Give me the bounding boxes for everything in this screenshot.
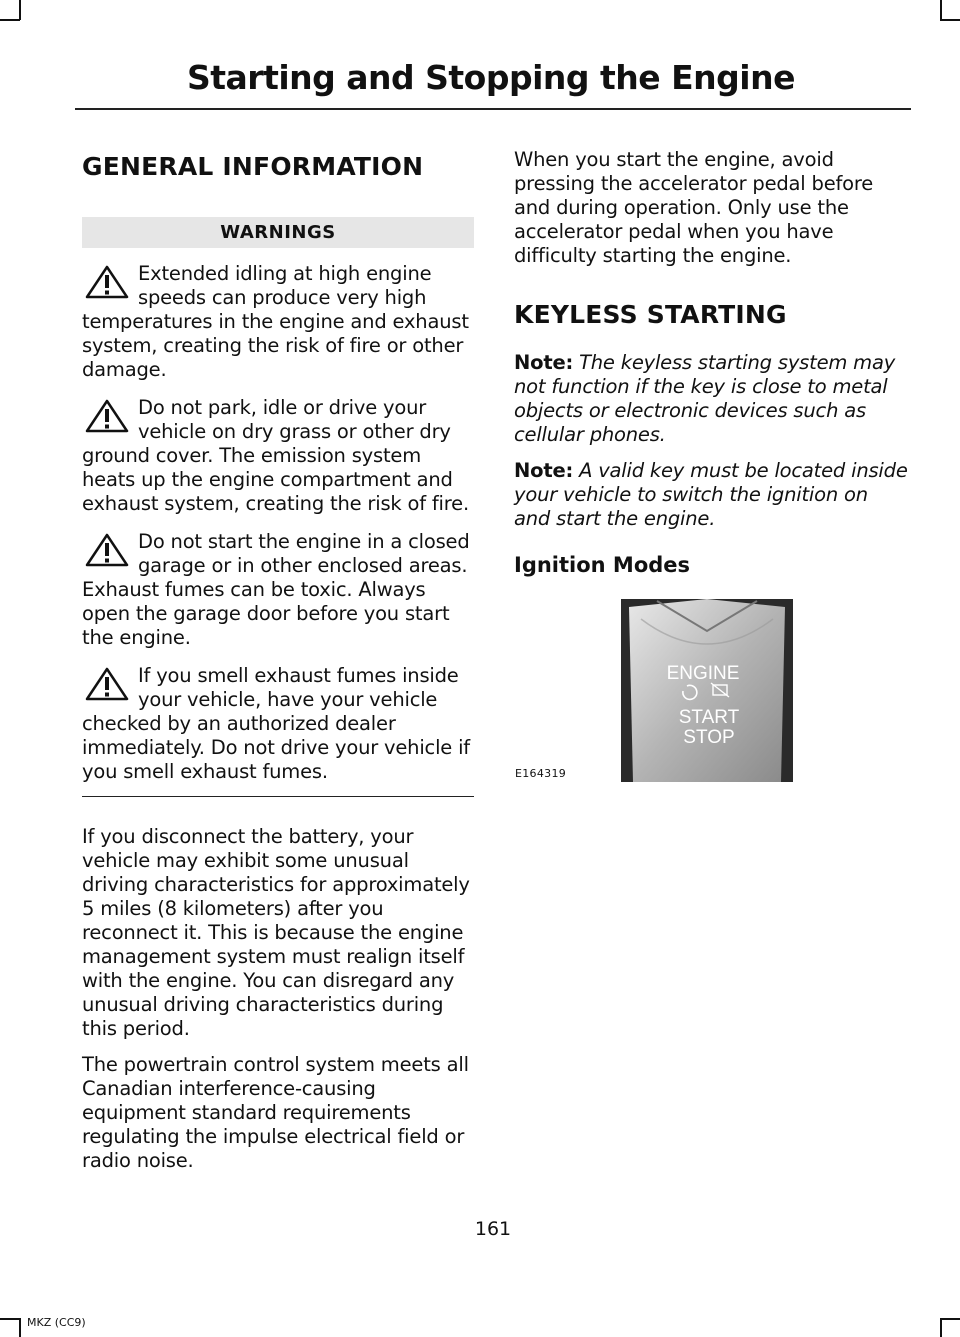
left-column xyxy=(82,148,474,1173)
right-column xyxy=(514,148,909,577)
section-heading-general-information: GENERAL INFORMATION xyxy=(82,152,424,181)
crop-mark xyxy=(19,1318,21,1337)
note-label: Note: xyxy=(514,351,574,374)
page-title: Starting and Stopping the Engine xyxy=(186,58,795,97)
warning-triangle-icon xyxy=(84,666,130,702)
body-paragraph: The powertrain control system meets all Canadian interference-causing equipment standard requirements regulating the impulse electrical field or radio noise. xyxy=(82,1053,469,1172)
warning-triangle-icon xyxy=(84,532,130,568)
warning-triangle-icon xyxy=(84,264,130,300)
crop-mark xyxy=(940,1318,960,1320)
crop-mark xyxy=(19,0,21,20)
crop-mark xyxy=(0,1318,20,1320)
crop-mark xyxy=(0,19,20,21)
crop-mark xyxy=(940,0,942,20)
button-label-engine: ENGINE xyxy=(666,663,740,684)
warning-item xyxy=(82,262,474,382)
warning-item xyxy=(82,530,474,650)
warning-item xyxy=(82,396,474,516)
body-paragraph: When you start the engine, avoid pressing the accelerator pedal before and during operation. Only use the accelerator pedal when you have difficulty starting the engine. xyxy=(514,148,874,267)
page-number: 161 xyxy=(474,1218,512,1240)
button-label-stop: STOP xyxy=(683,727,735,748)
note-text: The keyless starting system may not function if the key is close to metal objects or electronic devices such as cellular phones. xyxy=(514,351,896,446)
note xyxy=(514,459,909,531)
body-paragraph: If you disconnect the battery, your vehicle may exhibit some unusual driving characteristics for approximately 5 miles (8 kilometers) after you reconnect it. This is because the engine management system must realign itself with the engine. You can disregard any unusual driving characteristics during this period. xyxy=(82,825,470,1040)
warning-text: If you smell exhaust fumes inside your vehicle, have your vehicle checked by an authorized dealer immediately. Do not drive your vehicle if you smell exhaust fumes. xyxy=(82,664,470,783)
subheading-ignition-modes: Ignition Modes xyxy=(514,553,691,577)
warnings-end-rule xyxy=(82,784,474,797)
warning-text: Extended idling at high engine speeds can produce very high temperatures in the engine and exhaust system, creating the risk of fire or other damage. xyxy=(82,262,469,381)
note-label: Note: xyxy=(514,459,574,482)
header-divider xyxy=(75,108,911,110)
warnings-banner: WARNINGS xyxy=(82,217,474,248)
note xyxy=(514,351,909,447)
button-label-start: START xyxy=(678,707,740,728)
model-code: MKZ (CC9) xyxy=(27,1316,86,1329)
section-heading-keyless-starting: KEYLESS STARTING xyxy=(514,300,787,329)
engine-start-stop-button-figure xyxy=(621,599,793,782)
warning-item xyxy=(82,664,474,784)
warning-triangle-icon xyxy=(84,398,130,434)
warning-text: Do not park, idle or drive your vehicle on dry grass or other dry ground cover. The emission system heats up the engine compartment and exhaust system, creating the risk of fire. xyxy=(82,396,469,515)
crop-mark xyxy=(940,1318,942,1337)
crop-mark xyxy=(940,19,960,21)
figure-code: E164319 xyxy=(515,767,567,780)
note-text: A valid key must be located inside your vehicle to switch the ignition on and start the engine. xyxy=(514,459,908,530)
warning-text: Do not start the engine in a closed garage or in other enclosed areas. Exhaust fumes can be toxic. Always open the garage door before you start the engine. xyxy=(82,530,470,649)
